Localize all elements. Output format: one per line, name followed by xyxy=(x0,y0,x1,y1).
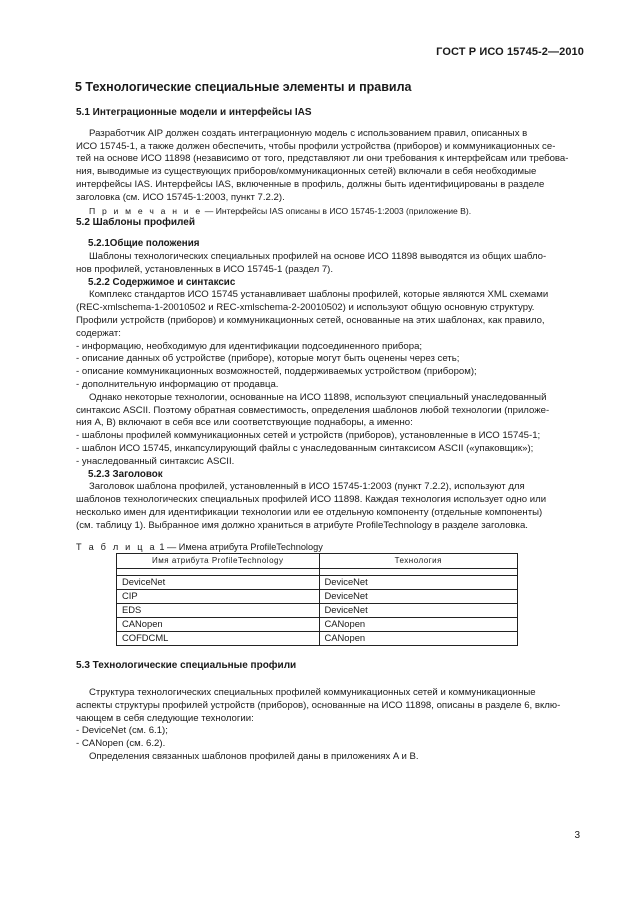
list-item: - дополнительную информацию от продавца. xyxy=(76,378,279,390)
section-5-3-title: 5.3 Технологические специальные профили xyxy=(76,660,297,672)
profile-technology-table xyxy=(116,553,518,646)
section-5-2-2-title: 5.2.2 Содержимое и синтаксис xyxy=(88,276,236,288)
section-5-2-3-title: 5.2.3 Заголовок xyxy=(88,468,163,480)
table-cell: EDS xyxy=(117,604,320,618)
table-caption-label: Т а б л и ц а xyxy=(76,541,157,552)
paragraph-line: интерфейсы IAS. Интерфейсы IAS, включенные в профиль, должны быть идентифицированы в разделе xyxy=(76,178,545,190)
list-item: - описание коммуникационных возможностей, поддерживаемых устройством (прибором); xyxy=(76,366,477,378)
paragraph-line: содержат: xyxy=(76,327,121,339)
standard-header: ГОСТ Р ИСО 15745-2—2010 xyxy=(436,46,584,58)
paragraph-line: Заголовок шаблона профилей, установленный в ИСО 15745-1:2003 (пункт 7.2.2), используют для xyxy=(89,481,525,493)
section-5-1-paragraph xyxy=(76,128,582,205)
table-row xyxy=(117,604,518,618)
paragraph-line: ния A, B) включают в себя все или соответствующие поднаборы, а именно: xyxy=(76,417,413,429)
table-header-cell: Имя атрибута ProfileTechnology xyxy=(117,554,320,569)
note-text: — Интерфейсы IAS описаны в ИСО 15745-1:2003 (приложение B). xyxy=(202,205,472,216)
list-item: - описание данных об устройстве (приборе), которые могут быть оценены через сеть; xyxy=(76,353,460,365)
paragraph-line: шаблонов технологических специальных профилей ИСО 11898. Каждая технология использует одно или xyxy=(76,494,547,506)
table-row xyxy=(117,632,518,646)
table-cell: DeviceNet xyxy=(319,604,518,618)
table-cell: CIP xyxy=(117,590,320,604)
paragraph-line: Профили устройств (приборов) и коммуникационных сетей, основанные на этих шаблонах, как правило, xyxy=(76,314,545,326)
paragraph-line: несколько имен для идентификации технологии или ее отдельную компоненту (отдельные компоненты) xyxy=(76,506,543,518)
section-5-2-1-title: 5.2.1Общие положения xyxy=(88,238,200,250)
table-cell: COFDCML xyxy=(117,632,320,646)
list-item: - унаследованный синтаксис ASCII. xyxy=(76,455,235,467)
paragraph-line: чающем в себя следующие технологии: xyxy=(76,712,254,724)
note-label: П р и м е ч а н и е xyxy=(89,205,203,216)
section-5-title: 5 Технологические специальные элементы и правила xyxy=(75,80,412,94)
paragraph-line: Однако некоторые технологии, основанные на ИСО 11898, используют специальный унаследованный xyxy=(89,391,547,403)
paragraph-line: (см. таблицу 1). Выбранное имя должно храниться в атрибуте ProfileTechnology в разделе заголовка. xyxy=(76,519,528,531)
list-item: - шаблоны профилей коммуникационных сетей и устройств (приборов), установленные в ИСО 15745-1; xyxy=(76,430,541,442)
paragraph-line: ИСО 15745-1, а также должен обеспечить, чтобы профили устройства (приборов) и коммуникационных се- xyxy=(76,140,556,152)
paragraph-line: ния, выводимые из существующих приборов/коммуникационных сетей) включали в себя необходимые xyxy=(76,166,537,178)
table-row xyxy=(117,618,518,632)
table-header-cell: Технология xyxy=(319,554,518,569)
paragraph-line: тей на основе ИСО 11898 (независимо от того, представляют ли они требования к интерфейсам или требова- xyxy=(76,153,569,165)
table-row xyxy=(117,590,518,604)
table-cell: CANopen xyxy=(117,618,320,632)
list-item: - информацию, необходимую для идентификации подсоединенного прибора; xyxy=(76,340,423,352)
list-item: - CANopen (см. 6.2). xyxy=(76,738,166,750)
paragraph-line: аспекты структуры профилей устройств (приборов), основанные на ИСО 11898, описаны в разделе 6, вклю- xyxy=(76,699,561,711)
paragraph-line: (REC-xmlschema-1-20010502 и REC-xmlschema-2-20010502) и используют общую основную структуру. xyxy=(76,302,535,314)
note xyxy=(76,205,582,218)
paragraph-line: Определения связанных шаблонов профилей даны в приложениях A и B. xyxy=(89,751,419,763)
paragraph-line: Разработчик AIP должен создать интеграционную модель с использованием правил, описанных в xyxy=(89,127,528,139)
list-item: - шаблон ИСО 15745, инкапсулирующий файлы с унаследованным синтаксисом ASCII («упаковщик»); xyxy=(76,442,534,454)
table-cell: DeviceNet xyxy=(319,590,518,604)
table-cell: DeviceNet xyxy=(319,576,518,590)
page-content xyxy=(76,80,582,764)
table-cell: CANopen xyxy=(319,632,518,646)
table-row xyxy=(117,576,518,590)
paragraph-line: синтаксис ASCII. Поэтому обратная совместимость, определения шаблонов любой технологии (приложе- xyxy=(76,404,550,416)
section-5-1-title: 5.1 Интеграционные модели и интерфейсы IAS xyxy=(76,107,312,118)
page-number: 3 xyxy=(574,830,580,841)
paragraph-line: Комплекс стандартов ИСО 15745 устанавливает шаблоны профилей, которые являются XML схемами xyxy=(89,289,549,301)
list-item: - DeviceNet (см. 6.1); xyxy=(76,725,168,737)
table-caption xyxy=(76,541,582,554)
paragraph-line: нов профилей, установленных в ИСО 15745-1 (раздел 7). xyxy=(76,263,334,275)
paragraph-line: Шаблоны технологических специальных профилей на основе ИСО 11898 выводятся из общих шабло- xyxy=(89,250,547,262)
table-cell: CANopen xyxy=(319,618,518,632)
table-cell: DeviceNet xyxy=(117,576,320,590)
section-5-2-title: 5.2 Шаблоны профилей xyxy=(76,217,195,229)
table-header-row xyxy=(117,554,518,569)
paragraph-line: заголовка (см. ИСО 15745-1:2003, пункт 7.2.2). xyxy=(76,191,285,203)
paragraph-line: Структура технологических специальных профилей коммуникационных сетей и коммуникационные xyxy=(89,687,536,699)
table-caption-text: 1 — Имена атрибута ProfileTechnology xyxy=(156,541,323,552)
